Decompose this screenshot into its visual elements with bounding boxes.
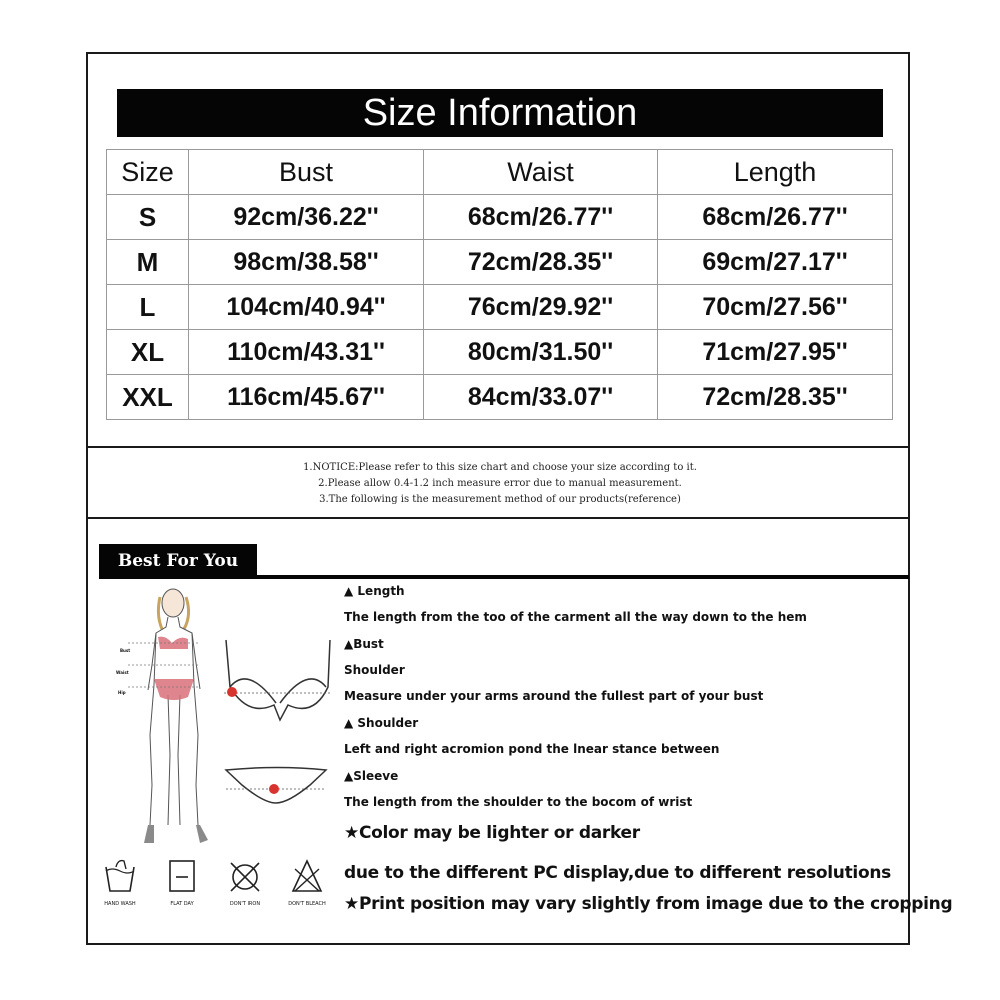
notice-line: 3.The following is the measurement method of our products(reference) (319, 494, 681, 505)
bust-sub: Shoulder (344, 663, 405, 677)
header-cell: Size (107, 150, 189, 195)
shoulder-title: ▲ Shoulder (344, 716, 419, 730)
notice-line: 2.Please allow 0.4-1.2 inch measure error due to manual measurement. (318, 478, 682, 489)
care-label: FLAT DAY (170, 901, 194, 907)
length-title: ▲ Length (344, 584, 405, 598)
bust-cell: 110cm/43.31'' (189, 330, 424, 375)
notice-block (150, 460, 850, 508)
color-note: ★Color may be lighter or darker (344, 823, 640, 843)
bust-text: Measure under your arms around the fullest part of your bust (344, 689, 764, 703)
care-label: HAND WASH (104, 901, 136, 907)
header-cell: Bust (189, 150, 424, 195)
care-hand-wash (98, 857, 142, 907)
size-cell: L (107, 285, 189, 330)
hip-label: Hip (118, 690, 126, 695)
length-cell: 72cm/28.35'' (658, 375, 893, 420)
measurement-figure-illustration (108, 585, 333, 850)
table-row (107, 285, 893, 330)
waist-cell: 80cm/31.50'' (424, 330, 658, 375)
size-cell: XXL (107, 375, 189, 420)
flat-dry-icon (164, 857, 200, 895)
bust-label: Bust (120, 648, 131, 653)
best-for-you-tab: Best For You (99, 544, 257, 578)
best-for-you-rule (99, 575, 909, 579)
size-cell: M (107, 240, 189, 285)
care-label: DON'T BLEACH (288, 901, 326, 907)
bust-title: ▲Bust (344, 637, 384, 651)
bust-cell: 116cm/45.67'' (189, 375, 424, 420)
care-no-iron (223, 857, 267, 907)
table-row (107, 330, 893, 375)
size-table (106, 149, 893, 420)
waist-cell: 76cm/29.92'' (424, 285, 658, 330)
table-row (107, 195, 893, 240)
table-row (107, 240, 893, 285)
no-iron-icon (227, 857, 263, 895)
print-note: ★Print position may vary slightly from image due to the cropping (344, 894, 953, 914)
size-cell: XL (107, 330, 189, 375)
display-note: due to the different PC display,due to different resolutions (344, 863, 891, 883)
size-cell: S (107, 195, 189, 240)
waist-cell: 68cm/26.77'' (424, 195, 658, 240)
care-label: DON'T IRON (229, 901, 261, 907)
table-header-row (107, 150, 893, 195)
size-info-title: Size Information (117, 89, 883, 137)
hand-wash-icon (102, 857, 138, 895)
sleeve-text: The length from the shoulder to the bocom of wrist (344, 795, 693, 809)
length-cell: 69cm/27.17'' (658, 240, 893, 285)
length-cell: 70cm/27.56'' (658, 285, 893, 330)
length-text: The length from the too of the carment all the way down to the hem (344, 610, 807, 624)
header-cell: Length (658, 150, 893, 195)
no-bleach-icon (289, 857, 325, 895)
waist-cell: 72cm/28.35'' (424, 240, 658, 285)
section-divider (88, 517, 908, 519)
bust-cell: 104cm/40.94'' (189, 285, 424, 330)
waist-cell: 84cm/33.07'' (424, 375, 658, 420)
care-no-bleach (285, 857, 329, 907)
section-divider (88, 446, 908, 448)
bust-cell: 98cm/38.58'' (189, 240, 424, 285)
shoulder-text: Left and right acromion pond the lnear stance between (344, 742, 720, 756)
length-cell: 71cm/27.95'' (658, 330, 893, 375)
waist-label: Waist (116, 670, 129, 675)
table-row (107, 375, 893, 420)
sleeve-title: ▲Sleeve (344, 769, 399, 783)
care-flat-dry (160, 857, 204, 907)
notice-line: 1.NOTICE:Please refer to this size chart and choose your size according to it. (303, 462, 697, 473)
bust-cell: 92cm/36.22'' (189, 195, 424, 240)
length-cell: 68cm/26.77'' (658, 195, 893, 240)
header-cell: Waist (424, 150, 658, 195)
